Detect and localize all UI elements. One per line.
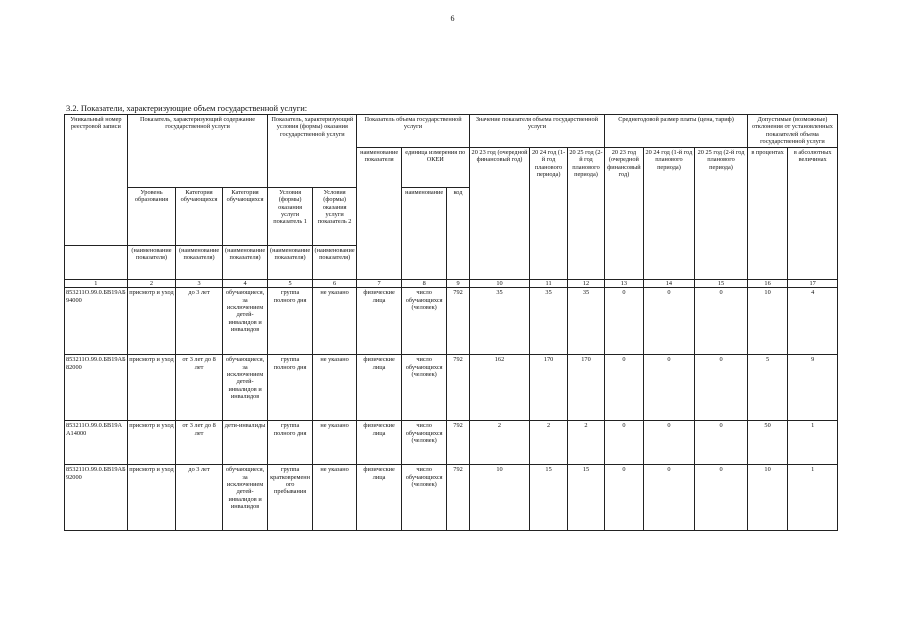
header-deviation: Допустимые (возможные) отклонения от установленных показателей объема государственной услуги [747, 115, 837, 148]
header-sub-4: (наименование показателя) [268, 245, 313, 279]
unit-code: 792 [447, 421, 469, 465]
column-number: 6 [312, 279, 357, 287]
value-year-1: 35 [469, 288, 530, 355]
condition-2: не указано [312, 421, 357, 465]
header-sub-empty [65, 245, 128, 279]
column-number: 8 [401, 279, 447, 287]
column-number: 3 [176, 279, 223, 287]
fee-year-3: 0 [695, 288, 748, 355]
student-category: обучающиеся, за исключением детей-инвалидов и инвалидов [222, 288, 268, 355]
deviation-percent: 10 [747, 465, 787, 531]
header-fee-year-1: 20 23 год (очередной финансовый год) [605, 147, 643, 279]
fee-year-1: 0 [605, 355, 643, 421]
unit-name: число обучающихся (человек) [401, 355, 447, 421]
unit-code: 792 [447, 465, 469, 531]
fee-year-2: 0 [643, 465, 695, 531]
unit-name: число обучающихся (человек) [401, 421, 447, 465]
page-number: 6 [450, 14, 455, 23]
header-category-2: Категория обучающихся [222, 187, 268, 245]
value-year-3: 15 [567, 465, 604, 531]
column-number: 15 [695, 279, 748, 287]
header-content: Показатель, характеризующий содержание государственной услуги [127, 115, 268, 188]
column-number: 2 [127, 279, 176, 287]
header-year-2: 20 24 год (1-й год планового периода) [530, 147, 567, 279]
header-volume: Показатель объема государственной услуги [357, 115, 469, 148]
indicator-name: физические лица [357, 465, 402, 531]
student-category: обучающиеся, за исключением детей-инвалидов и инвалидов [222, 355, 268, 421]
header-sub-3: (наименование показателя) [222, 245, 268, 279]
deviation-percent: 5 [747, 355, 787, 421]
header-unit-name: наименование [401, 187, 447, 279]
column-number: 14 [643, 279, 695, 287]
value-year-1: 10 [469, 465, 530, 531]
table-row [65, 355, 838, 421]
unit-code: 792 [447, 288, 469, 355]
fee-year-1: 0 [605, 288, 643, 355]
header-conditions: Показатель, характеризующий условия (формы) оказания государственной услуги [268, 115, 357, 188]
student-category: обучающиеся, за исключением детей-инвалидов и инвалидов [222, 465, 268, 531]
table-row [65, 465, 838, 531]
header-year-3: 20 25 год (2-й год планового периода) [567, 147, 604, 279]
header-sub-2: (наименование показателя) [176, 245, 223, 279]
registry-number: 853211О.99.0.БВ19АБ94000 [65, 288, 128, 355]
service-form: группа кратковременного пребывания [268, 465, 313, 531]
registry-number: 853211О.99.0.БВ19АБ82000 [65, 355, 128, 421]
value-year-2: 15 [530, 465, 567, 531]
header-year-1: 20 23 год (очередной финансовый год) [469, 147, 530, 279]
fee-year-1: 0 [605, 465, 643, 531]
indicator-name: физические лица [357, 421, 402, 465]
registry-number: 853211О.99.0.БВ19АБ92000 [65, 465, 128, 531]
header-sub-1: (наименование показателя) [127, 245, 176, 279]
header-fee: Среднегодовой размер платы (цена, тариф) [605, 115, 748, 148]
unit-code: 792 [447, 355, 469, 421]
column-number: 12 [567, 279, 604, 287]
indicator-name: физические лица [357, 288, 402, 355]
value-year-3: 35 [567, 288, 604, 355]
service-form: группа полного дня [268, 288, 313, 355]
fee-year-2: 0 [643, 288, 695, 355]
fee-year-2: 0 [643, 355, 695, 421]
table-row [65, 421, 838, 465]
value-year-2: 2 [530, 421, 567, 465]
header-fee-year-2: 20 24 год (1-й год планового периода) [643, 147, 695, 279]
column-number: 4 [222, 279, 268, 287]
condition-2: не указано [312, 465, 357, 531]
header-sub-5: (наименование показателя) [312, 245, 357, 279]
age-category: от 3 лет до 8 лет [176, 355, 223, 421]
unit-name: число обучающихся (человек) [401, 288, 447, 355]
column-number-row [65, 279, 838, 287]
header-condition-1: Условия (формы) оказания услуги показатель 1 [268, 187, 313, 245]
deviation-percent: 10 [747, 288, 787, 355]
value-year-3: 2 [567, 421, 604, 465]
value-year-2: 170 [530, 355, 567, 421]
fee-year-3: 0 [695, 421, 748, 465]
indicator-name: физические лица [357, 355, 402, 421]
edu-level: присмотр и уход [127, 355, 176, 421]
service-form: группа полного дня [268, 355, 313, 421]
edu-level: присмотр и уход [127, 288, 176, 355]
deviation-absolute: 1 [788, 465, 838, 531]
unit-name: число обучающихся (человек) [401, 465, 447, 531]
column-number: 10 [469, 279, 530, 287]
deviation-absolute: 1 [788, 421, 838, 465]
header-volume-unit: единица измерения по ОКЕИ [401, 147, 469, 187]
header-absolute: в абсолютных величинах [788, 147, 838, 279]
value-year-2: 35 [530, 288, 567, 355]
deviation-absolute: 4 [788, 288, 838, 355]
header-edu-level: Уровень образования [127, 187, 176, 245]
header-value: Значение показателя объема государственной услуги [469, 115, 605, 148]
edu-level: присмотр и уход [127, 421, 176, 465]
volume-indicators-table [64, 114, 838, 531]
condition-2: не указано [312, 288, 357, 355]
table-row [65, 288, 838, 355]
value-year-1: 162 [469, 355, 530, 421]
fee-year-3: 0 [695, 465, 748, 531]
age-category: от 3 лет до 8 лет [176, 421, 223, 465]
edu-level: присмотр и уход [127, 465, 176, 531]
header-condition-2: Условия (формы) оказания услуги показатель 2 [312, 187, 357, 245]
header-percent: в процентах [747, 147, 787, 279]
fee-year-2: 0 [643, 421, 695, 465]
registry-number: 853211О.99.0.БВ19АА14000 [65, 421, 128, 465]
header-unit-code: код [447, 187, 469, 279]
column-number: 17 [788, 279, 838, 287]
column-number: 16 [747, 279, 787, 287]
column-number: 7 [357, 279, 402, 287]
column-number: 5 [268, 279, 313, 287]
fee-year-3: 0 [695, 355, 748, 421]
section-title: 3.2. Показатели, характеризующие объем государственной услуги: [66, 103, 308, 113]
age-category: до 3 лет [176, 465, 223, 531]
header-registry: Уникальный номер реестровой записи [65, 115, 128, 246]
age-category: до 3 лет [176, 288, 223, 355]
column-number: 13 [605, 279, 643, 287]
column-number: 1 [65, 279, 128, 287]
header-volume-name: наименование показателя [357, 147, 402, 279]
column-number: 11 [530, 279, 567, 287]
student-category: дети-инвалиды [222, 421, 268, 465]
value-year-1: 2 [469, 421, 530, 465]
column-number: 9 [447, 279, 469, 287]
fee-year-1: 0 [605, 421, 643, 465]
value-year-3: 170 [567, 355, 604, 421]
service-form: группа полного дня [268, 421, 313, 465]
deviation-percent: 50 [747, 421, 787, 465]
header-category-1: Категория обучающихся [176, 187, 223, 245]
header-fee-year-3: 20 25 год (2-й год планового периода) [695, 147, 748, 279]
deviation-absolute: 9 [788, 355, 838, 421]
condition-2: не указано [312, 355, 357, 421]
